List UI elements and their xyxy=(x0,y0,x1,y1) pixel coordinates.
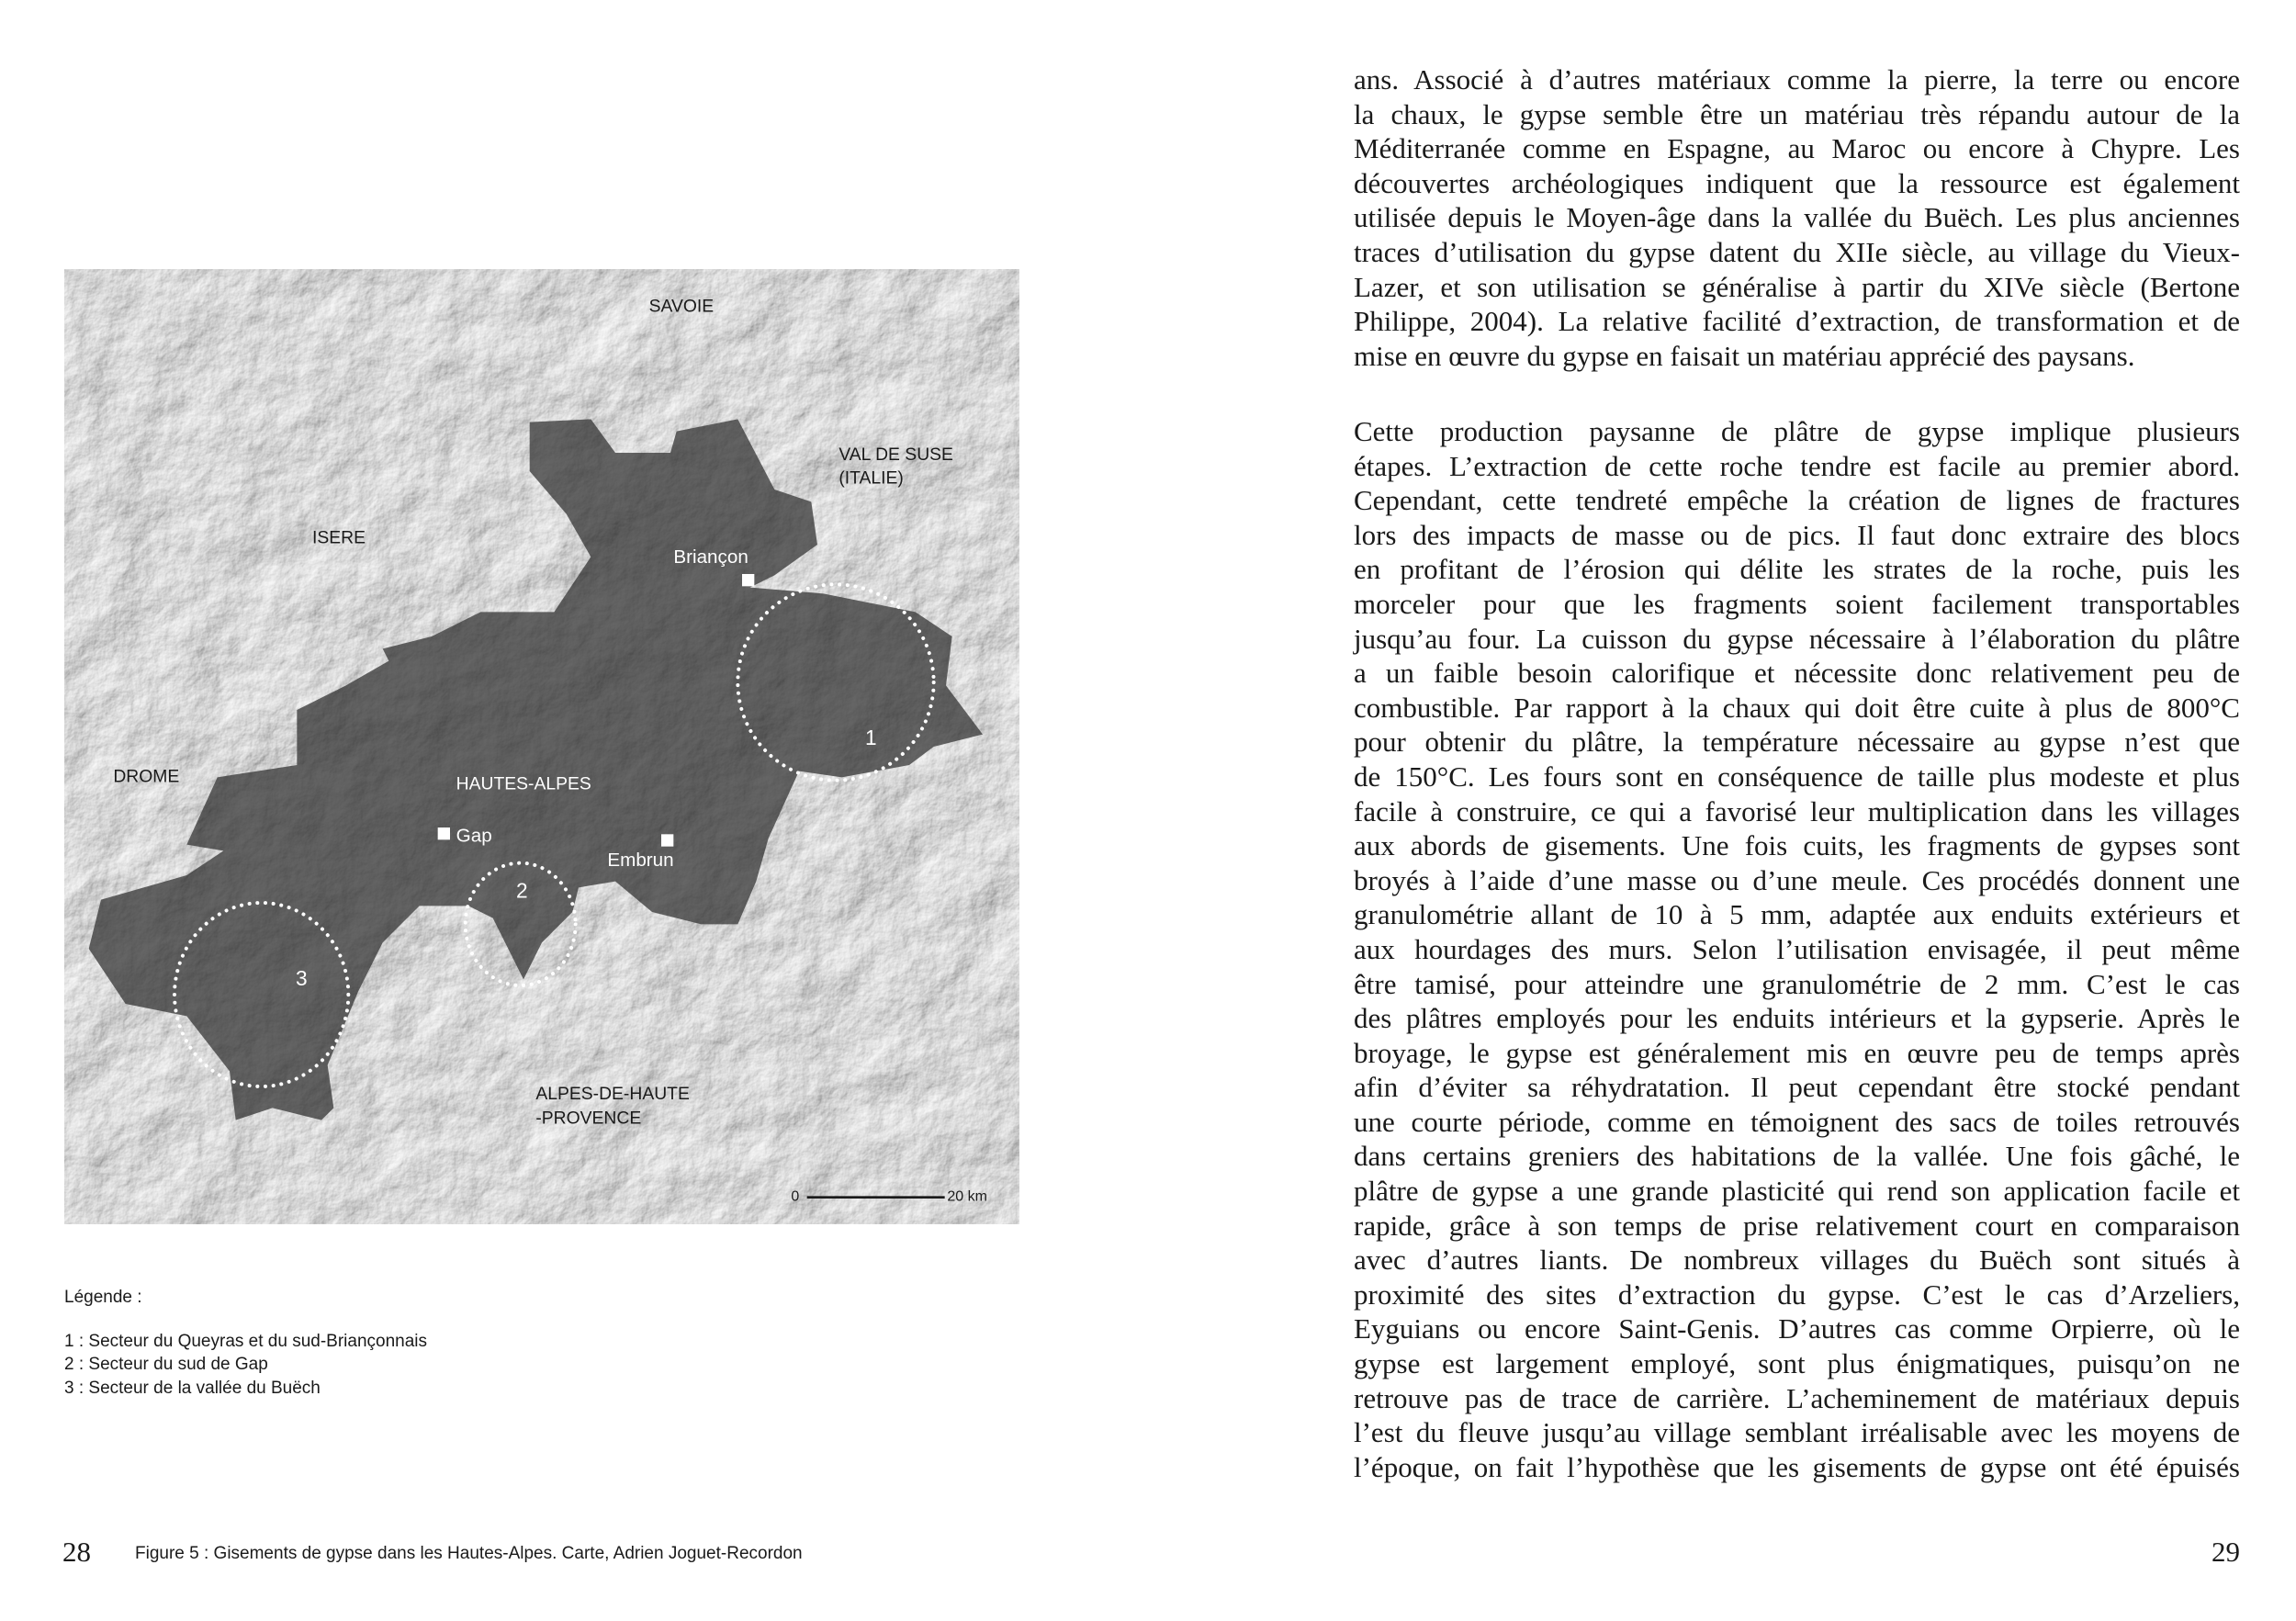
text-line: plâtre de gypse a une grande plasticité qui rend son application facile et xyxy=(1354,1175,2240,1208)
text-line: combustible. Par rapport à la chaux qui doit être cuite à plus de 800°C xyxy=(1354,691,2240,724)
text-line: l’époque, on fait l’hypothèse que les gisements de gypse ont été épuisés xyxy=(1354,1450,2240,1483)
legend-title: Légende : xyxy=(64,1288,142,1307)
label-italie: (ITALIE) xyxy=(838,468,904,489)
label-drome: DROME xyxy=(113,767,180,787)
text-line: lors des impacts de masse ou de pics. Il faut donc extraire des blocs xyxy=(1354,518,2240,551)
text-line: de 150°C. Les fours sont en conséquence de taille plus modeste et plus xyxy=(1354,760,2240,793)
text-line: a un faible besoin calorifique et nécessite donc relativement peu de xyxy=(1354,657,2240,690)
text-line: pour obtenir du plâtre, la température nécessaire au gypse n’est que xyxy=(1354,726,2240,759)
zone-1-label: 1 xyxy=(865,726,877,749)
text-line: Cette production paysanne de plâtre de gypse implique plusieurs xyxy=(1354,415,2240,447)
label-alpes-de-haute: ALPES-DE-HAUTE xyxy=(535,1085,690,1104)
page-number-right: 29 xyxy=(2212,1536,2240,1568)
text-line: aux abords de gisements. Une fois cuits, les fragments de gypses sont xyxy=(1354,829,2240,862)
zone-2-label: 2 xyxy=(516,878,528,903)
text-line: rapide, grâce à son temps de prise relativement court en comparaison xyxy=(1354,1209,2240,1242)
text-line: facile à construire, ce qui a favorisé leur multiplication dans les villages xyxy=(1354,794,2240,827)
text-line: gypse est largement employé, sont plus énigmatiques, puisqu’on ne xyxy=(1354,1347,2240,1380)
text-line: avec d’autres liants. De nombreux villages du Buëch sont situés à xyxy=(1354,1244,2240,1277)
town-briancon: Briançon xyxy=(673,546,748,568)
text-line: Lazer, et son utilisation se généralise à partir du XIVe siècle (Bertone xyxy=(1354,270,2240,303)
text-line: broyés à l’aide d’une masse ou d’une meule. Ces procédés donnent une xyxy=(1354,863,2240,896)
figure-caption: Figure 5 : Gisements de gypse dans les Hautes-Alpes. Carte, Adrien Joguet-Recordon xyxy=(135,1544,803,1563)
label-val-de-suse: VAL DE SUSE xyxy=(838,445,953,465)
label-provence: -PROVENCE xyxy=(535,1109,642,1129)
page-number-left: 28 xyxy=(62,1536,91,1568)
text-line: l’est du fleuve jusqu’au village semblant irréalisable avec les moyens de xyxy=(1354,1416,2240,1449)
text-line: aux hourdages des murs. Selon l’utilisation envisagée, il peut même xyxy=(1354,932,2240,965)
text-line: retrouve pas de trace de carrière. L’acheminement de matériaux depuis xyxy=(1354,1381,2240,1414)
text-line: ans. Associé à d’autres matériaux comme la pierre, la terre ou encore xyxy=(1354,63,2240,96)
text-line: Cependant, cette tendreté empêche la création de lignes de fractures xyxy=(1354,484,2240,517)
text-line: utilisée depuis le Moyen-âge dans la vallée du Buëch. Les plus anciennes xyxy=(1354,201,2240,234)
text-line: traces d’utilisation du gypse datent du XIIe siècle, au village du Vieux- xyxy=(1354,235,2240,268)
label-savoie: SAVOIE xyxy=(648,297,715,317)
text-line: la chaux, le gypse semble être un matériau très répandu autour de la xyxy=(1354,97,2240,130)
legend-item: 1 : Secteur du Queyras et du sud-Briançonnais xyxy=(64,1331,428,1351)
text-line: en profitant de l’érosion qui délite les strates de la roche, puis les xyxy=(1354,553,2240,586)
text-line: Philippe, 2004). La relative facilité d’extraction, de transformation et de xyxy=(1354,305,2240,338)
scale-bar xyxy=(807,1196,945,1199)
text-line: être tamisé, pour atteindre une granulométrie de 2 mm. C’est le cas xyxy=(1354,967,2240,1000)
text-line: proximité des sites d’extraction du gypse. C’est le cas d’Arzeliers, xyxy=(1354,1278,2240,1311)
text-line: jusqu’au four. La cuisson du gypse nécessaire à l’élaboration du plâtre xyxy=(1354,622,2240,655)
text-line: Méditerranée comme en Espagne, au Maroc ou encore à Chypre. Les xyxy=(1354,132,2240,165)
map-legend xyxy=(64,1286,427,1400)
town-embrun: Embrun xyxy=(607,850,674,871)
scale-end: 20 km xyxy=(947,1188,987,1205)
paragraph-2 xyxy=(1354,414,2240,1484)
legend-item: 3 : Secteur de la vallée du Buëch xyxy=(64,1378,321,1398)
zone-3-label: 3 xyxy=(296,966,308,990)
label-isere: ISERE xyxy=(312,528,366,548)
town-marker-embrun xyxy=(661,834,673,846)
legend-item: 2 : Secteur du sud de Gap xyxy=(64,1355,268,1374)
town-gap: Gap xyxy=(456,825,492,847)
relief-map xyxy=(64,269,1019,1224)
text-line: granulométrie allant de 10 à 5 mm, adaptée aux enduits extérieurs et xyxy=(1354,898,2240,931)
text-line: découvertes archéologiques indiquent que la ressource est également xyxy=(1354,166,2240,199)
paragraph-1 xyxy=(1354,62,2240,373)
text-line: broyage, le gypse est généralement mis en œuvre peu de temps après xyxy=(1354,1036,2240,1069)
label-hautes-alpes: HAUTES-ALPES xyxy=(456,774,591,794)
text-line: afin d’éviter sa réhydratation. Il peut cependant être stocké pendant xyxy=(1354,1071,2240,1104)
text-line: mise en œuvre du gypse en faisait un matériau apprécié des paysans. xyxy=(1354,339,2135,372)
town-marker-gap xyxy=(438,827,450,839)
text-line: des plâtres employés pour les enduits intérieurs et la gypserie. Après le xyxy=(1354,1002,2240,1035)
scale-start: 0 xyxy=(791,1188,800,1205)
text-line: Eyguians ou encore Saint-Genis. D’autres cas comme Orpierre, où le xyxy=(1354,1312,2240,1345)
text-line: étapes. L’extraction de cette roche tendre est facile au premier abord. xyxy=(1354,449,2240,482)
text-line: dans certains greniers des habitations de la vallée. Une fois gâché, le xyxy=(1354,1140,2240,1173)
town-marker-briancon xyxy=(742,574,754,586)
text-line: une courte période, comme en témoignent des sacs de toiles retrouvés xyxy=(1354,1105,2240,1138)
text-line: morceler pour que les fragments soient facilement transportables xyxy=(1354,587,2240,620)
